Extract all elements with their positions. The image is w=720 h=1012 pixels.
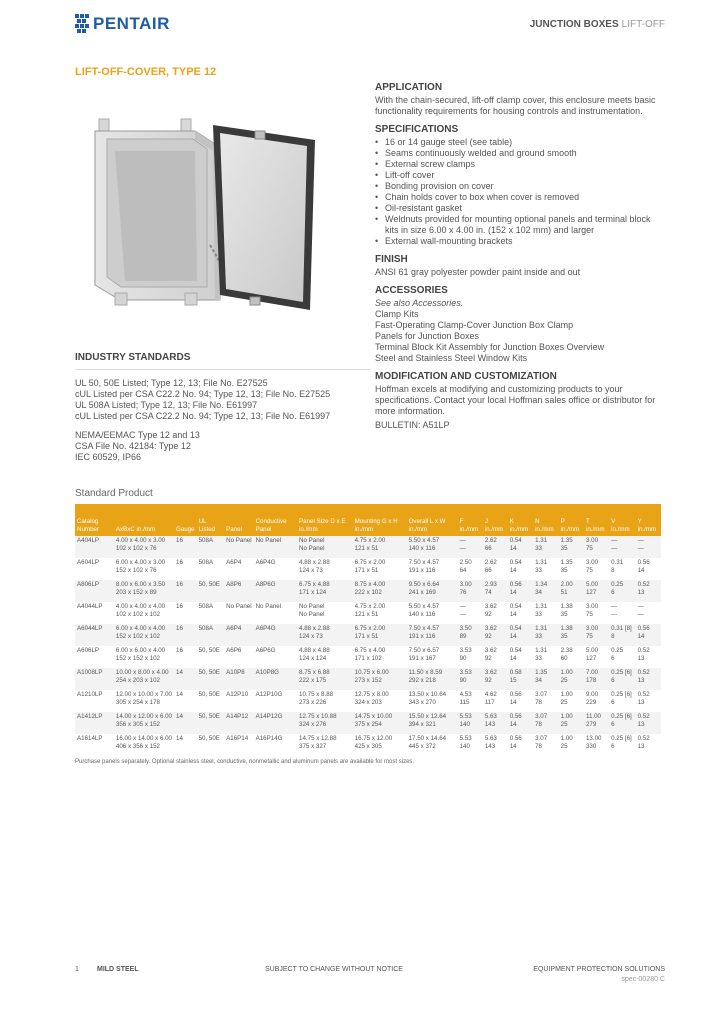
table-cell: 3.62 92 bbox=[484, 647, 497, 662]
table-cell: 0.54 14 bbox=[508, 624, 533, 646]
table-cell: A1614LP bbox=[77, 735, 103, 742]
table-cell: 14 bbox=[176, 735, 183, 742]
table-cell: 3.00 76 bbox=[458, 580, 483, 602]
table-cell: 16 bbox=[174, 624, 197, 646]
table-row bbox=[75, 646, 661, 668]
table-cell: 1.35 35 bbox=[559, 536, 584, 558]
table-cell: A16P14 bbox=[226, 735, 249, 742]
modification-text: Hoffman excels at modifying and customizing products to your specifications. Contact your local Hoffman sales office or distributor for more information. bbox=[375, 384, 656, 416]
standard-line: cUL Listed per CSA C22.2 No. 94; Type 12, 13; File No. E61997 bbox=[75, 411, 331, 421]
table-cell: No Panel bbox=[255, 603, 282, 610]
table-cell: 0.54 14 bbox=[508, 536, 533, 558]
table-cell: 1.00 25 bbox=[559, 712, 584, 734]
table-cell: 1.31 33 bbox=[533, 536, 559, 558]
industry-heading: INDUSTRY STANDARDS bbox=[75, 352, 370, 370]
table-cell: A6P6 bbox=[226, 647, 242, 654]
table-cell: 8.00 x 6.00 x 3.50 203 x 152 x 89 bbox=[114, 580, 174, 602]
application-section bbox=[375, 82, 665, 117]
table-cell: 14.00 x 12.00 x 6.00 356 x 305 x 152 bbox=[114, 712, 174, 734]
table-cell: 508A bbox=[197, 624, 225, 646]
table-cell: 4.88 x 2.88 124 x 73 bbox=[299, 559, 330, 574]
standard-product-title: Standard Product bbox=[75, 488, 153, 499]
table-cell: 5.00 127 bbox=[584, 580, 609, 602]
finish-section bbox=[375, 254, 665, 278]
table-cell: 1.31 33 bbox=[535, 559, 548, 574]
table-row bbox=[75, 668, 661, 690]
table-cell: 7.50 x 4.57 191 x 116 bbox=[407, 624, 458, 646]
table-cell: A6P6G bbox=[255, 647, 276, 654]
table-cell: 12.75 x 8.00 324 x 203 bbox=[354, 691, 389, 706]
table-cell: — — bbox=[636, 536, 661, 558]
table-cell: 1.38 35 bbox=[560, 603, 573, 618]
table-cell: 0.52 13 bbox=[636, 580, 661, 602]
table-cell: 6.75 x 4.88 171 x 124 bbox=[297, 580, 353, 602]
table-cell: 3.62 92 bbox=[484, 603, 497, 618]
accessory-link[interactable]: Clamp Kits bbox=[375, 309, 419, 319]
table-cell: 4.75 x 2.00 121 x 51 bbox=[353, 536, 407, 558]
spec-item: • Weldnuts provided for mounting optional panels and terminal block kits in size 6.00 x 4.00 in. (152 x 102 mm) and larger bbox=[375, 214, 665, 236]
table-cell: 50, 50E bbox=[197, 668, 225, 690]
table-cell: A8P6G bbox=[254, 580, 297, 602]
table-cell: A1412LP bbox=[75, 712, 114, 734]
table-cell: 5.00 127 bbox=[585, 647, 599, 662]
table-cell: No Panel bbox=[226, 603, 252, 610]
spec-item: • Bonding provision on cover bbox=[375, 181, 665, 192]
table-body bbox=[75, 536, 661, 756]
table-cell: 11.50 x 8.59 292 x 218 bbox=[407, 668, 458, 690]
column-header: K in./mm bbox=[508, 504, 533, 536]
finish-heading: FINISH bbox=[375, 254, 408, 265]
table-cell: 2.00 51 bbox=[559, 580, 584, 602]
table-cell: 9.50 x 6.64 241 x 169 bbox=[407, 580, 458, 602]
accessory-link[interactable]: Steel and Stainless Steel Window Kits bbox=[375, 353, 528, 363]
table-cell: A14P12 bbox=[224, 712, 253, 734]
table-cell: A16P14G bbox=[255, 735, 283, 742]
table-header-row bbox=[75, 504, 661, 536]
brand-name: PENTAIR bbox=[93, 14, 170, 33]
table-cell: A604LP bbox=[77, 559, 100, 566]
column-header: AxBxC in./mm bbox=[114, 504, 174, 536]
finish-text: ANSI 61 gray polyester powder paint inside and out bbox=[375, 267, 581, 277]
table-cell: 0.25 6 bbox=[609, 580, 635, 602]
column-header: T in./mm bbox=[584, 504, 609, 536]
column-header: Panel Size D x E in./mm bbox=[297, 504, 353, 536]
table-row bbox=[75, 712, 661, 734]
table-cell: 1.00 25 bbox=[560, 735, 573, 750]
table-cell: 17.50 x 14.64 445 x 372 bbox=[408, 735, 447, 750]
table-cell: A1008LP bbox=[75, 668, 114, 690]
footer-spec: spec-00280 C bbox=[621, 976, 665, 983]
table-cell: 3.00 75 bbox=[584, 624, 609, 646]
accessories-see-also-link[interactable]: See also Accessories. bbox=[375, 298, 464, 308]
column-header: Overall L x W in./mm bbox=[407, 504, 458, 536]
specifications-heading: SPECIFICATIONS bbox=[375, 124, 459, 135]
modification-heading: MODIFICATION AND CUSTOMIZATION bbox=[375, 371, 557, 382]
table-cell: 2.93 74 bbox=[483, 580, 508, 602]
table-cell: 50, 50E bbox=[197, 580, 225, 602]
spec-item: • External wall-mounting brackets bbox=[375, 236, 665, 247]
table-cell: 3.07 78 bbox=[533, 712, 559, 734]
table-cell: 7.50 x 6.57 191 x 167 bbox=[408, 647, 440, 662]
table-cell: 5.53 140 bbox=[458, 712, 483, 734]
table-cell: 16 bbox=[174, 580, 197, 602]
column-header: UL Listed bbox=[197, 504, 225, 536]
column-header: Conductive Panel bbox=[254, 504, 297, 536]
table-cell: 508A bbox=[198, 603, 214, 610]
table-cell: 4.00 x 4.00 x 4.00 102 x 102 x 102 bbox=[115, 603, 166, 618]
table-cell: 0.56 14 bbox=[509, 691, 522, 706]
application-heading: APPLICATION bbox=[375, 82, 443, 93]
table-cell: 0.56 14 bbox=[508, 712, 533, 734]
page-number: 1 bbox=[75, 966, 79, 973]
table-cell: No Panel No Panel bbox=[297, 536, 353, 558]
table-cell: A6P4G bbox=[254, 624, 297, 646]
table-cell: 0.54 14 bbox=[509, 603, 522, 618]
product-description bbox=[375, 82, 665, 438]
table-cell: 10.00 x 8.00 x 4.00 254 x 203 x 102 bbox=[114, 668, 174, 690]
specifications-section bbox=[375, 124, 665, 247]
table-cell: 50, 50E bbox=[198, 647, 220, 654]
footer-company: EQUIPMENT PROTECTION SOLUTIONS bbox=[533, 966, 665, 973]
table-cell: A8P6 bbox=[224, 580, 253, 602]
table-row bbox=[75, 558, 661, 580]
table-cell: 6.00 x 6.00 x 4.00 152 x 152 x 102 bbox=[115, 647, 166, 662]
industry-group-listings bbox=[75, 378, 370, 422]
table-cell: 6.00 x 4.00 x 3.00 152 x 102 x 76 bbox=[115, 559, 166, 574]
table-cell: 3.00 75 bbox=[584, 536, 609, 558]
table-row bbox=[75, 602, 661, 624]
modification-section bbox=[375, 371, 665, 431]
table-cell: — — bbox=[611, 603, 618, 618]
table-cell: 10.75 x 8.88 273 x 226 bbox=[299, 691, 334, 706]
table-cell: 1.00 25 bbox=[560, 691, 573, 706]
column-header: P in./mm bbox=[559, 504, 584, 536]
table-cell: No Panel bbox=[254, 536, 297, 558]
table-cell: A6P4 bbox=[226, 559, 242, 566]
column-header: Panel bbox=[224, 504, 253, 536]
table-cell: 0.52 13 bbox=[636, 668, 661, 690]
table-cell: 3.00 75 bbox=[585, 559, 599, 574]
table-cell: 16 bbox=[176, 603, 183, 610]
table-cell: 13.50 x 10.64 343 x 270 bbox=[408, 691, 447, 706]
table-cell: 7.00 178 bbox=[584, 668, 609, 690]
table-cell: 3.62 92 bbox=[483, 624, 508, 646]
table-cell: 5.50 x 4.57 140 x 116 bbox=[407, 536, 458, 558]
table-cell: A12P10 bbox=[226, 691, 249, 698]
table-cell: 6.00 x 4.00 x 4.00 152 x 102 x 102 bbox=[114, 624, 174, 646]
table-cell: 0.25 [6] 6 bbox=[609, 712, 635, 734]
table-cell: 0.31 8 bbox=[611, 559, 624, 574]
table-cell: 14 bbox=[174, 668, 197, 690]
table-cell: 0.52 13 bbox=[637, 735, 650, 750]
table-cell: 0.56 14 bbox=[636, 624, 661, 646]
table-cell: 14 bbox=[174, 712, 197, 734]
table-cell: 14.75 x 12.88 375 x 327 bbox=[299, 735, 337, 750]
table-cell: 3.53 90 bbox=[458, 668, 483, 690]
table-cell: A1210LP bbox=[77, 691, 103, 698]
table-cell: 11.00 279 bbox=[584, 712, 609, 734]
table-cell: 12.00 x 10.00 x 7.00 305 x 254 x 178 bbox=[115, 691, 172, 706]
table-cell: 50, 50E bbox=[197, 712, 225, 734]
spec-item: • Lift-off cover bbox=[375, 170, 665, 181]
table-cell: 1.34 34 bbox=[533, 580, 559, 602]
table-cell: 5.50 x 4.57 140 x 116 bbox=[408, 603, 440, 618]
header-title: JUNCTION BOXES LIFT-OFF bbox=[529, 19, 665, 30]
table-cell: 2.62 66 bbox=[484, 559, 497, 574]
pentair-logo bbox=[75, 14, 170, 34]
column-header: Gauge bbox=[174, 504, 197, 536]
table-cell: 6.75 x 2.00 171 x 51 bbox=[354, 559, 386, 574]
table-cell: 4.00 x 4.00 x 3.00 102 x 102 x 76 bbox=[114, 536, 174, 558]
standard-line: NEMA/EEMAC Type 12 and 13 bbox=[75, 430, 200, 440]
table-cell: 0.56 14 bbox=[637, 559, 650, 574]
table-cell: A4044LP bbox=[77, 603, 103, 610]
table-cell: 0.25 6 bbox=[611, 647, 624, 662]
table-cell: 4.62 117 bbox=[484, 691, 497, 706]
table-cell: 1.31 33 bbox=[535, 603, 548, 618]
bulletin-label: BULLETIN: A51LP bbox=[375, 420, 450, 430]
table-cell: 6.75 x 4.00 171 x 102 bbox=[354, 647, 386, 662]
table-cell: 2.62 66 bbox=[483, 536, 508, 558]
table-cell: A6044LP bbox=[75, 624, 114, 646]
table-cell: 5.53 140 bbox=[459, 735, 472, 750]
spec-item: • Seams continuously welded and ground smooth bbox=[375, 148, 665, 159]
table-cell: 9.00 229 bbox=[585, 691, 599, 706]
table-row bbox=[75, 536, 661, 558]
application-text: With the chain-secured, lift-off clamp cover, this enclosure meets basic functionality requirements for housing controls and instrumentation. bbox=[375, 95, 656, 116]
spec-item: • Oil-resistant gasket bbox=[375, 203, 665, 214]
table-cell: 15.50 x 12.64 394 x 321 bbox=[407, 712, 458, 734]
column-header: Y in./mm bbox=[636, 504, 661, 536]
pentair-logo-icon bbox=[75, 14, 89, 34]
table-cell: 1.38 35 bbox=[559, 624, 584, 646]
table-cell: 16 bbox=[174, 536, 197, 558]
specifications-list bbox=[375, 137, 665, 247]
table-cell: 0.56 14 bbox=[508, 580, 533, 602]
table-cell: 0.52 13 bbox=[636, 712, 661, 734]
table-cell: 10.75 x 6.00 273 x 152 bbox=[353, 668, 407, 690]
table-cell: 508A bbox=[197, 536, 225, 558]
table-cell: 7.50 x 4.57 191 x 116 bbox=[408, 559, 440, 574]
table-cell: 6.75 x 2.00 171 x 51 bbox=[353, 624, 407, 646]
standard-line: UL 50, 50E Listed; Type 12, 13; File No. E27525 bbox=[75, 378, 268, 388]
spec-item: • External screw clamps bbox=[375, 159, 665, 170]
table-cell: — — bbox=[609, 536, 635, 558]
table-cell: 14.75 x 10.00 375 x 254 bbox=[353, 712, 407, 734]
table-cell: 4.53 115 bbox=[459, 691, 472, 706]
table-cell: A14P12G bbox=[254, 712, 297, 734]
standard-line: CSA File No. 42184: Type 12 bbox=[75, 441, 191, 451]
table-cell: 3.07 78 bbox=[535, 691, 548, 706]
table-cell: A10P8 bbox=[224, 668, 253, 690]
table-cell: 4.88 x 2.88 124 x 73 bbox=[297, 624, 353, 646]
table-cell: A10P8G bbox=[254, 668, 297, 690]
accessories-section bbox=[375, 285, 665, 364]
table-cell: 1.31 33 bbox=[533, 624, 559, 646]
spec-item: • Chain holds cover to box when cover is removed bbox=[375, 192, 665, 203]
table-cell: 3.62 92 bbox=[483, 668, 508, 690]
table-cell: A606LP bbox=[77, 647, 100, 654]
table-cell: A6P4G bbox=[255, 559, 276, 566]
table-cell: 14 bbox=[176, 691, 183, 698]
table-cell: 16 bbox=[176, 559, 183, 566]
table-cell: 0.25 [6] 6 bbox=[609, 668, 635, 690]
table-cell: 16.75 x 12.00 425 x 305 bbox=[354, 735, 393, 750]
table-cell: No Panel bbox=[224, 536, 253, 558]
table-cell: 4.75 x 2.00 121 x 51 bbox=[354, 603, 386, 618]
table-cell: 1.35 35 bbox=[560, 559, 573, 574]
table-cell: 0.52 13 bbox=[637, 647, 650, 662]
table-cell: 16 bbox=[176, 647, 183, 654]
table-footnote: Purchase panels separately. Optional stainless steel, conductive, nonmetallic and aluminum panels are available for most sizes. bbox=[75, 759, 415, 765]
table-cell: — — bbox=[637, 603, 644, 618]
table-cell: 0.54 14 bbox=[509, 559, 522, 574]
column-header: N in./mm bbox=[533, 504, 559, 536]
footer-category: MILD STEEL bbox=[97, 966, 139, 973]
accessory-link[interactable]: Fast-Operating Clamp-Cover Junction Box Clamp bbox=[375, 320, 574, 330]
section-title: LIFT-OFF-COVER, TYPE 12 bbox=[75, 66, 217, 78]
table-row bbox=[75, 690, 661, 712]
table-cell: 1.31 33 bbox=[535, 647, 548, 662]
table-cell: 1.35 34 bbox=[533, 668, 559, 690]
standard-line: UL 508A Listed; Type 12, 13; File No. E61997 bbox=[75, 400, 258, 410]
table-cell: A404LP bbox=[75, 536, 114, 558]
table-cell: 12.75 x 10.88 324 x 276 bbox=[297, 712, 353, 734]
table-cell: A12P10G bbox=[255, 691, 283, 698]
table-cell: No Panel No Panel bbox=[299, 603, 325, 618]
table-cell: 2.38 60 bbox=[560, 647, 573, 662]
table-cell: 13.00 330 bbox=[585, 735, 602, 750]
table-cell: 3.50 89 bbox=[458, 624, 483, 646]
table-cell: 0.31 [8] 8 bbox=[609, 624, 635, 646]
table-cell: 5.63 143 bbox=[484, 735, 497, 750]
column-header: F in./mm bbox=[458, 504, 483, 536]
table-row bbox=[75, 734, 661, 756]
column-header: Mounting G x H in./mm bbox=[353, 504, 407, 536]
table-cell: 0.58 15 bbox=[508, 668, 533, 690]
table-cell: 8.75 x 4.00 222 x 102 bbox=[353, 580, 407, 602]
standard-line: IEC 60529, IP66 bbox=[75, 452, 142, 462]
table-cell: 2.50 64 bbox=[459, 559, 472, 574]
table-cell: 5.63 143 bbox=[483, 712, 508, 734]
spec-item: • 16 or 14 gauge steel (see table) bbox=[375, 137, 665, 148]
table-cell: 50, 50E bbox=[198, 735, 220, 742]
table-cell: 4.88 x 4.88 124 x 124 bbox=[299, 647, 330, 662]
column-header: J in./mm bbox=[483, 504, 508, 536]
industry-group-ratings bbox=[75, 430, 370, 463]
page-header bbox=[75, 14, 665, 38]
table-cell: 0.25 [6] 6 bbox=[611, 735, 632, 750]
footer-notice: SUBJECT TO CHANGE WITHOUT NOTICE bbox=[265, 966, 403, 973]
table-cell: — — bbox=[459, 603, 466, 618]
table-cell: 508A bbox=[198, 559, 214, 566]
table-cell: 0.25 [6] 6 bbox=[611, 691, 632, 706]
table-cell: 50, 50E bbox=[198, 691, 220, 698]
enclosure-photo bbox=[75, 95, 337, 330]
industry-standards bbox=[75, 352, 370, 471]
table-cell: A6P4 bbox=[224, 624, 253, 646]
table-cell: 8.75 x 6.88 222 x 175 bbox=[297, 668, 353, 690]
table-row bbox=[75, 580, 661, 602]
table-cell: 0.52 13 bbox=[637, 691, 650, 706]
accessory-link[interactable]: Terminal Block Kit Assembly for Junction Boxes Overview bbox=[375, 342, 605, 352]
column-header: V in./mm bbox=[609, 504, 635, 536]
table-cell: 3.00 75 bbox=[585, 603, 599, 618]
table-cell: 3.53 90 bbox=[459, 647, 472, 662]
standard-line: cUL Listed per CSA C22.2 No. 94; Type 12, 13; File No. E27525 bbox=[75, 389, 331, 399]
table-cell: 0.54 14 bbox=[509, 647, 522, 662]
table-cell: 3.07 78 bbox=[535, 735, 548, 750]
table-cell: — — bbox=[458, 536, 483, 558]
table-row bbox=[75, 624, 661, 646]
standard-product-table bbox=[75, 504, 661, 756]
accessory-link[interactable]: Panels for Junction Boxes bbox=[375, 331, 480, 341]
table-cell: 0.56 14 bbox=[509, 735, 522, 750]
accessories-heading: ACCESSORIES bbox=[375, 285, 448, 296]
table-cell: A806LP bbox=[75, 580, 114, 602]
table-cell: 16.00 x 14.00 x 6.00 406 x 356 x 152 bbox=[115, 735, 172, 750]
table-cell: 1.00 25 bbox=[559, 668, 584, 690]
column-header: Catalog Number bbox=[75, 504, 114, 536]
